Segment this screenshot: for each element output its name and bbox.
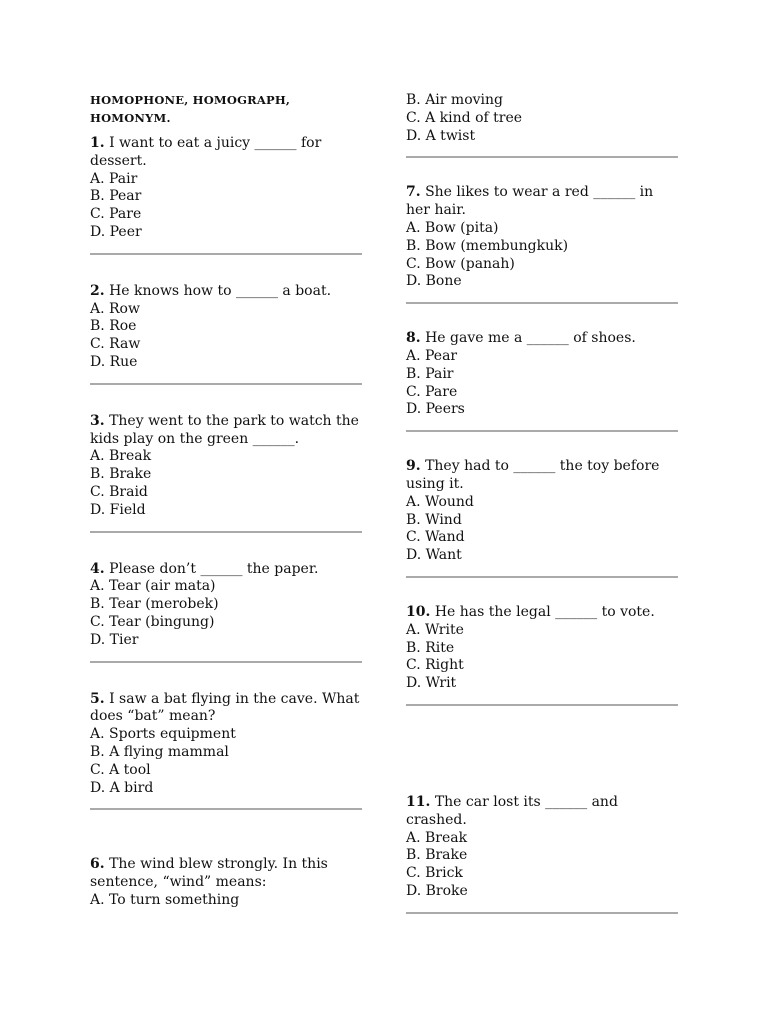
option-a: A. Bow (pita) xyxy=(406,219,499,236)
option-c: C. Brick xyxy=(406,865,463,882)
question-6-continued xyxy=(406,92,678,145)
question-2 xyxy=(90,283,362,372)
option-c: C. Pare xyxy=(406,383,458,400)
question-5 xyxy=(90,691,362,798)
option-c: C. Raw xyxy=(90,336,141,353)
question-text: I saw a bat flying in the cave. What does “bat” mean? xyxy=(90,690,360,725)
option-a: A. Pear xyxy=(406,347,458,364)
option-c: C. Right xyxy=(406,657,464,674)
option-a: A. Pair xyxy=(90,170,138,187)
question-text: They had to ______ the toy before using it. xyxy=(406,458,660,492)
question-stem xyxy=(406,330,678,348)
spacer xyxy=(90,255,362,283)
option-a: A. Row xyxy=(90,300,140,317)
option-b: B. Pear xyxy=(90,188,142,205)
option-a: A. Tear (air mata) xyxy=(90,578,216,595)
option-a: A. To turn something xyxy=(90,891,240,908)
option-a: A. Sports equipment xyxy=(90,726,236,743)
left-column xyxy=(90,92,362,910)
option-b: B. Brake xyxy=(90,466,152,483)
option-c: C. Braid xyxy=(90,483,148,500)
question-number: 2. xyxy=(90,282,105,299)
option-c: C. Bow (panah) xyxy=(406,255,515,272)
spacer xyxy=(90,533,362,561)
option-d: D. Rue xyxy=(90,353,138,370)
option-d: D. Want xyxy=(406,547,462,564)
question-text: He gave me a ______ of shoes. xyxy=(425,330,636,347)
question-divider xyxy=(406,912,678,914)
worksheet-title: HOMOPHONE, HOMOGRAPH, HOMONYM. xyxy=(90,93,291,125)
question-text: The car lost its ______ and crashed. xyxy=(406,793,618,828)
option-d: D. Peers xyxy=(406,401,465,418)
option-d: D. Peer xyxy=(90,223,142,240)
option-c: C. A tool xyxy=(90,761,151,778)
question-text: The wind blew strongly. In this sentence, “wind” means: xyxy=(90,856,328,891)
option-d: D. A bird xyxy=(90,779,154,796)
option-b: B. Rite xyxy=(406,639,455,656)
option-a: A. Write xyxy=(406,621,464,638)
question-stem xyxy=(406,184,678,220)
option-d: D. Broke xyxy=(406,882,468,899)
question-1 xyxy=(90,135,362,242)
spacer xyxy=(406,432,678,458)
question-7 xyxy=(406,184,678,291)
question-3 xyxy=(90,413,362,520)
option-c: C. Tear (bingung) xyxy=(90,613,215,630)
question-number: 8. xyxy=(406,330,421,347)
option-b: B. A flying mammal xyxy=(90,743,229,760)
option-c: C. Pare xyxy=(90,206,142,223)
spacer xyxy=(90,810,362,856)
question-6 xyxy=(90,856,362,909)
option-b: B. Tear (merobek) xyxy=(90,596,219,613)
question-4 xyxy=(90,561,362,650)
spacer xyxy=(406,578,678,604)
spacer xyxy=(406,304,678,330)
option-d: D. Field xyxy=(90,501,146,518)
right-column xyxy=(406,92,678,914)
question-number: 6. xyxy=(90,856,105,873)
option-a: A. Break xyxy=(406,829,468,846)
option-c: C. Wand xyxy=(406,529,465,546)
option-c: C. A kind of tree xyxy=(406,109,523,126)
question-stem xyxy=(406,794,678,830)
option-d: D. Tier xyxy=(90,631,139,648)
question-text: He has the legal ______ to vote. xyxy=(434,603,655,620)
question-stem xyxy=(90,561,362,579)
question-stem xyxy=(406,458,678,494)
question-text: I want to eat a juicy ______ for dessert. xyxy=(90,135,322,169)
spacer xyxy=(90,663,362,691)
question-text: Please don’t ______ the paper. xyxy=(109,560,319,577)
question-number: 7. xyxy=(406,184,421,201)
question-stem xyxy=(90,135,362,171)
question-11 xyxy=(406,794,678,901)
question-number: 9. xyxy=(406,458,421,475)
option-b: B. Air moving xyxy=(406,92,503,108)
question-stem xyxy=(90,691,362,727)
spacer xyxy=(406,706,678,794)
spacer xyxy=(406,158,678,184)
question-text: She likes to wear a red ______ in her hair. xyxy=(406,184,654,219)
option-b: B. Bow (membungkuk) xyxy=(406,237,569,254)
option-b: B. Roe xyxy=(90,318,137,335)
question-8 xyxy=(406,330,678,419)
option-a: A. Wound xyxy=(406,493,474,510)
option-d: D. Bone xyxy=(406,273,462,290)
option-b: B. Pair xyxy=(406,365,454,382)
question-number: 10. xyxy=(406,603,431,620)
option-d: D. Writ xyxy=(406,675,457,692)
question-9 xyxy=(406,458,678,565)
question-number: 11. xyxy=(406,793,431,810)
option-a: A. Break xyxy=(90,448,152,465)
question-number: 5. xyxy=(90,690,105,707)
question-text: They went to the park to watch the kids play on the green ______. xyxy=(90,412,359,447)
spacer xyxy=(90,385,362,413)
question-stem xyxy=(406,604,678,622)
question-10 xyxy=(406,604,678,693)
question-number: 1. xyxy=(90,135,105,151)
question-text: He knows how to ______ a boat. xyxy=(109,282,332,299)
option-d: D. A twist xyxy=(406,127,476,144)
option-b: B. Wind xyxy=(406,511,462,528)
question-number: 4. xyxy=(90,560,105,577)
option-b: B. Brake xyxy=(406,847,468,864)
question-stem xyxy=(90,283,362,301)
question-number: 3. xyxy=(90,412,105,429)
question-stem xyxy=(90,856,362,892)
question-stem xyxy=(90,413,362,449)
